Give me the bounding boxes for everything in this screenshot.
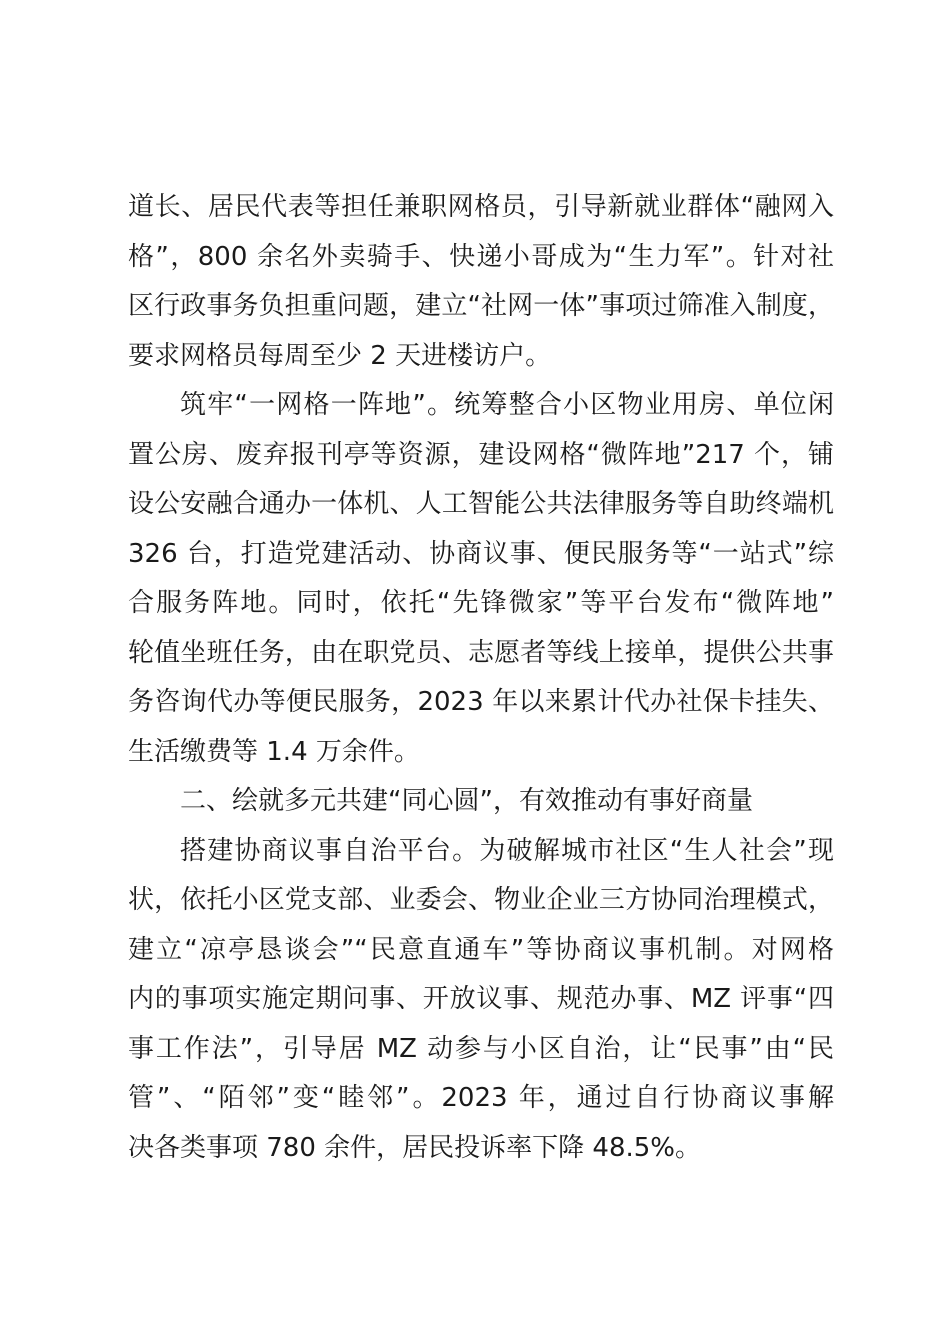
text-line: 要求网格员每周至少 2 天进楼访户。 xyxy=(128,340,552,371)
text-line: 合服务阵地。同时，依托“先锋微家”等平台发布“微阵地” xyxy=(128,588,834,618)
text-line: 326 台，打造党建活动、协商议事、便民服务等“一站式”综 xyxy=(128,538,834,569)
paragraph-first-line: 搭建协商议事自治平台。为破解城市社区“生人社会”现 xyxy=(180,835,834,866)
text-line: 事工作法”，引导居 MZ 动参与小区自治，让“民事”由“民 xyxy=(128,1033,834,1064)
text-line: 管”、“陌邻”变“睦邻”。2023 年，通过自行协商议事解 xyxy=(128,1083,834,1113)
text-line: 区行政事务负担重问题，建立“社网一体”事项过筛准入制度， xyxy=(128,291,834,321)
paragraph-first-line: 筑牢“一网格一阵地”。统筹整合小区物业用房、单位闲 xyxy=(180,390,834,420)
text-line: 道长、居民代表等担任兼职网格员，引导新就业群体“融网入 xyxy=(128,192,834,222)
text-line: 内的事项实施定期问事、开放议事、规范办事、MZ 评事“四 xyxy=(128,984,834,1014)
body-text xyxy=(128,183,834,1173)
text-line: 格”，800 余名外卖骑手、快递小哥成为“生力军”。针对社 xyxy=(128,241,834,272)
text-line: 置公房、废弃报刊亭等资源，建设网格“微阵地”217 个，铺 xyxy=(128,439,834,470)
text-line: 状，依托小区党支部、业委会、物业企业三方协同治理模式， xyxy=(128,885,834,915)
section-heading: 二、绘就多元共建“同心圆”，有效推动有事好商量 xyxy=(180,786,753,816)
text-line: 生活缴费等 1.4 万余件。 xyxy=(128,736,420,767)
text-line: 务咨询代办等便民服务，2023 年以来累计代办社保卡挂失、 xyxy=(128,687,834,717)
text-line: 决各类事项 780 余件，居民投诉率下降 48.5%。 xyxy=(128,1132,702,1163)
text-line: 轮值坐班任务，由在职党员、志愿者等线上接单，提供公共事 xyxy=(128,637,834,668)
text-line: 建立“凉亭恳谈会”“民意直通车”等协商议事机制。对网格 xyxy=(128,934,834,965)
text-line: 设公安融合通办一体机、人工智能公共法律服务等自助终端机 xyxy=(128,489,834,519)
